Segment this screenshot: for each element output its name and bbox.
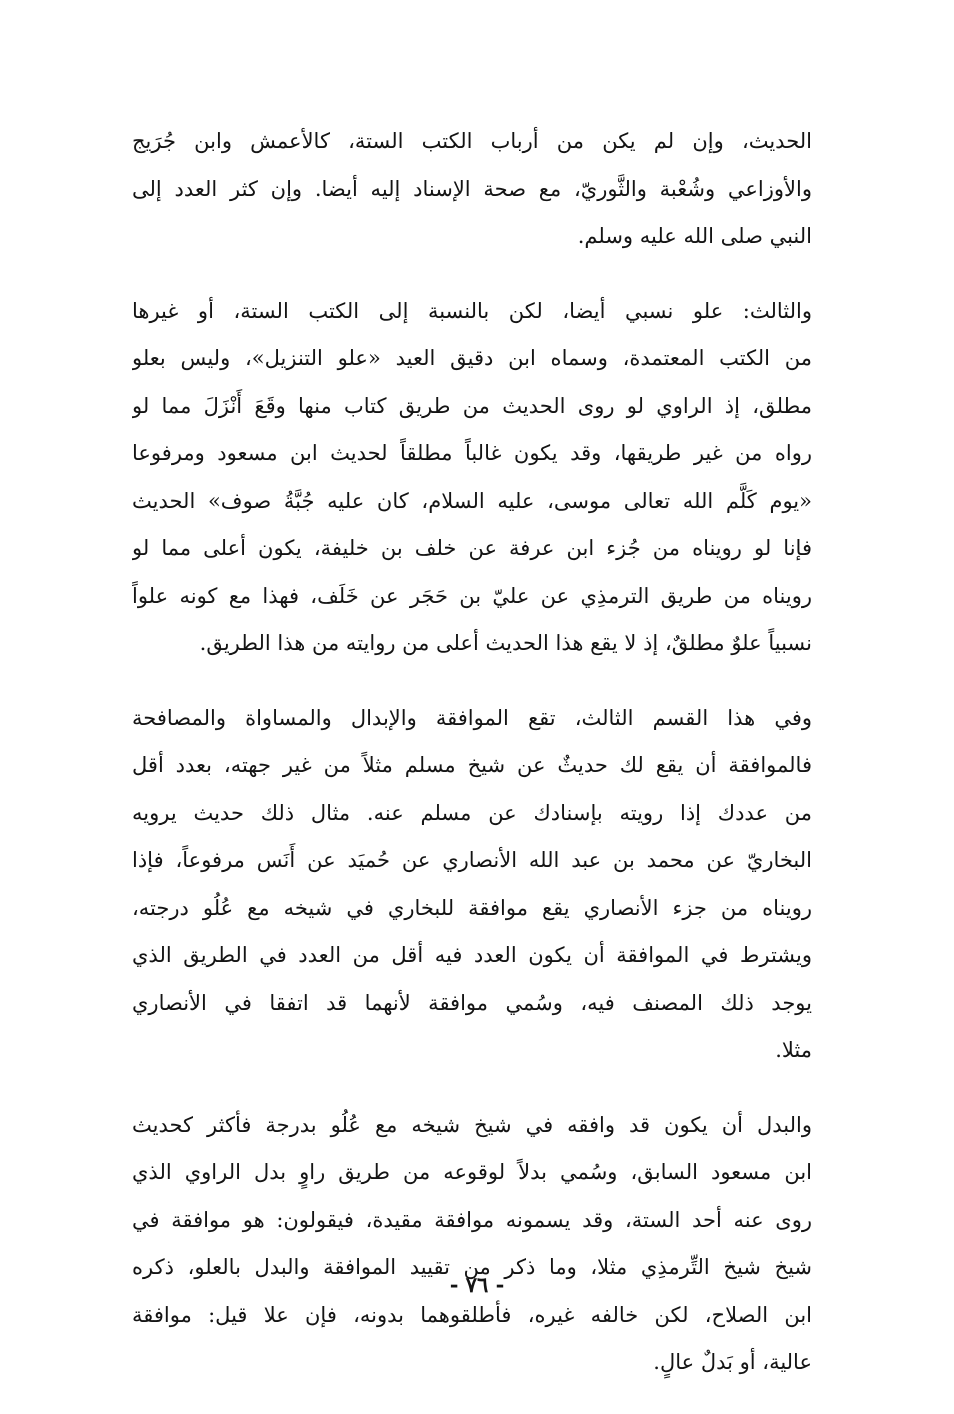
text-line: فإنا لو رويناه من جُزء ابن عرفة عن خلف بن خليفة، يكون أعلى مما لو xyxy=(132,536,812,560)
paragraph-2 xyxy=(132,288,812,668)
text-line: ابن مسعود السابق، وسُمي بدلاً لوقوعه من طريق راوٍ بدل الراوي الذي xyxy=(132,1160,812,1184)
text-line: فالموافقة أن يقع لك حديثٌ عن شيخ مسلم مثلاً من غير جهته، بعدد أقل xyxy=(132,753,812,777)
paragraph-1 xyxy=(132,118,812,261)
text-line: والبدل أن يكون قد وافقه في شيخ شيخه مع عُلُو بدرجة فأكثر كحديث xyxy=(132,1112,812,1137)
paragraph-3 xyxy=(132,695,812,1075)
text-line: ويشترط في الموافقة أن يكون العدد فيه أقل من العدد في الطريق الذي xyxy=(132,943,812,967)
text-line: من الكتب المعتمدة، وسماه ابن دقيق العيد «علو التنزيل»، وليس بعلو xyxy=(132,346,812,370)
text-line: مطلق، إذ الراوي لو روى الحديث من طريق كتاب منها وقَعَ أَنْزَلَ مما لو xyxy=(132,393,812,418)
page-number: - ٧٦ - xyxy=(449,1272,505,1297)
text-line: الحديث، وإن لم يكن من أرباب الكتب الستة، كالأعمش وابن جُرَيج xyxy=(132,129,812,153)
text-line: مثلا. xyxy=(775,1038,812,1062)
text-line: من عددك إذا رويته بإسنادك عن مسلم عنه. مثال ذلك حديث يرويه xyxy=(132,800,812,825)
text-line: رواه من غير طريقها، وقد يكون غالباً مطلقاً لحديث ابن مسعود ومرفوعا xyxy=(132,441,812,465)
text-line: يوجد ذلك المصنف فيه، وسُمي موافقة لأنهما قد اتفقا في الأنصاري xyxy=(132,990,812,1015)
page-body xyxy=(132,118,812,1414)
paragraph-4 xyxy=(132,1102,812,1387)
text-line: والأوزاعي وشُعْبة والثَّوريّ، مع صحة الإسناد إليه أيضا. وإن كثر العدد إلى xyxy=(132,176,812,201)
text-line: رويناه من طريق الترمذِي عن عليّ بن حَجَر عن خَلَف، فهذا مع كونه علواً xyxy=(132,583,812,608)
text-line: «يوم كَلَّم الله تعالى موسى، عليه السلام، كان عليه جُبَّةُ صوف» الحديث xyxy=(132,488,812,513)
text-line: نسبياً علوٌ مطلقٌ، إذ لا يقع هذا الحديث أعلى من روايته من هذا الطريق. xyxy=(199,631,812,655)
text-line: والثالث: علو نسبي أيضا، لكن بالنسبة إلى الكتب الستة، أو غيرها xyxy=(132,298,812,323)
text-line: شيخ شيخ التِّرمذِي مثلا، وما ذكر من تقييد الموافقة والبدل بالعلو، ذكره xyxy=(132,1255,812,1279)
text-line: عالية، أو بَدلٌ عالٍ. xyxy=(653,1350,812,1374)
text-line: النبي صلى الله عليه وسلم. xyxy=(577,224,812,248)
text-line: البخاريّ عن محمد بن عبد الله الأنصاري عن حُميَد عن أَنَس مرفوعاً، فإذا xyxy=(132,848,812,872)
text-line: وفي هذا القسم الثالث، تقع الموافقة والإبدال والمساواة والمصافحة xyxy=(132,705,812,730)
text-line: رويناه من جزء الأنصاري يقع موافقة للبخاري في شيخه مع عُلُو درجته، xyxy=(132,895,812,920)
text-line: روى عنه أحد الستة، وقد يسمونه موافقة مقيدة، فيقولون: هو موافقة في xyxy=(132,1207,812,1232)
text-line: ابن الصلاح، لكن خالفه غيره، فأطلقوهما بدونه، فإن علا قيل: موافقة xyxy=(132,1302,812,1327)
